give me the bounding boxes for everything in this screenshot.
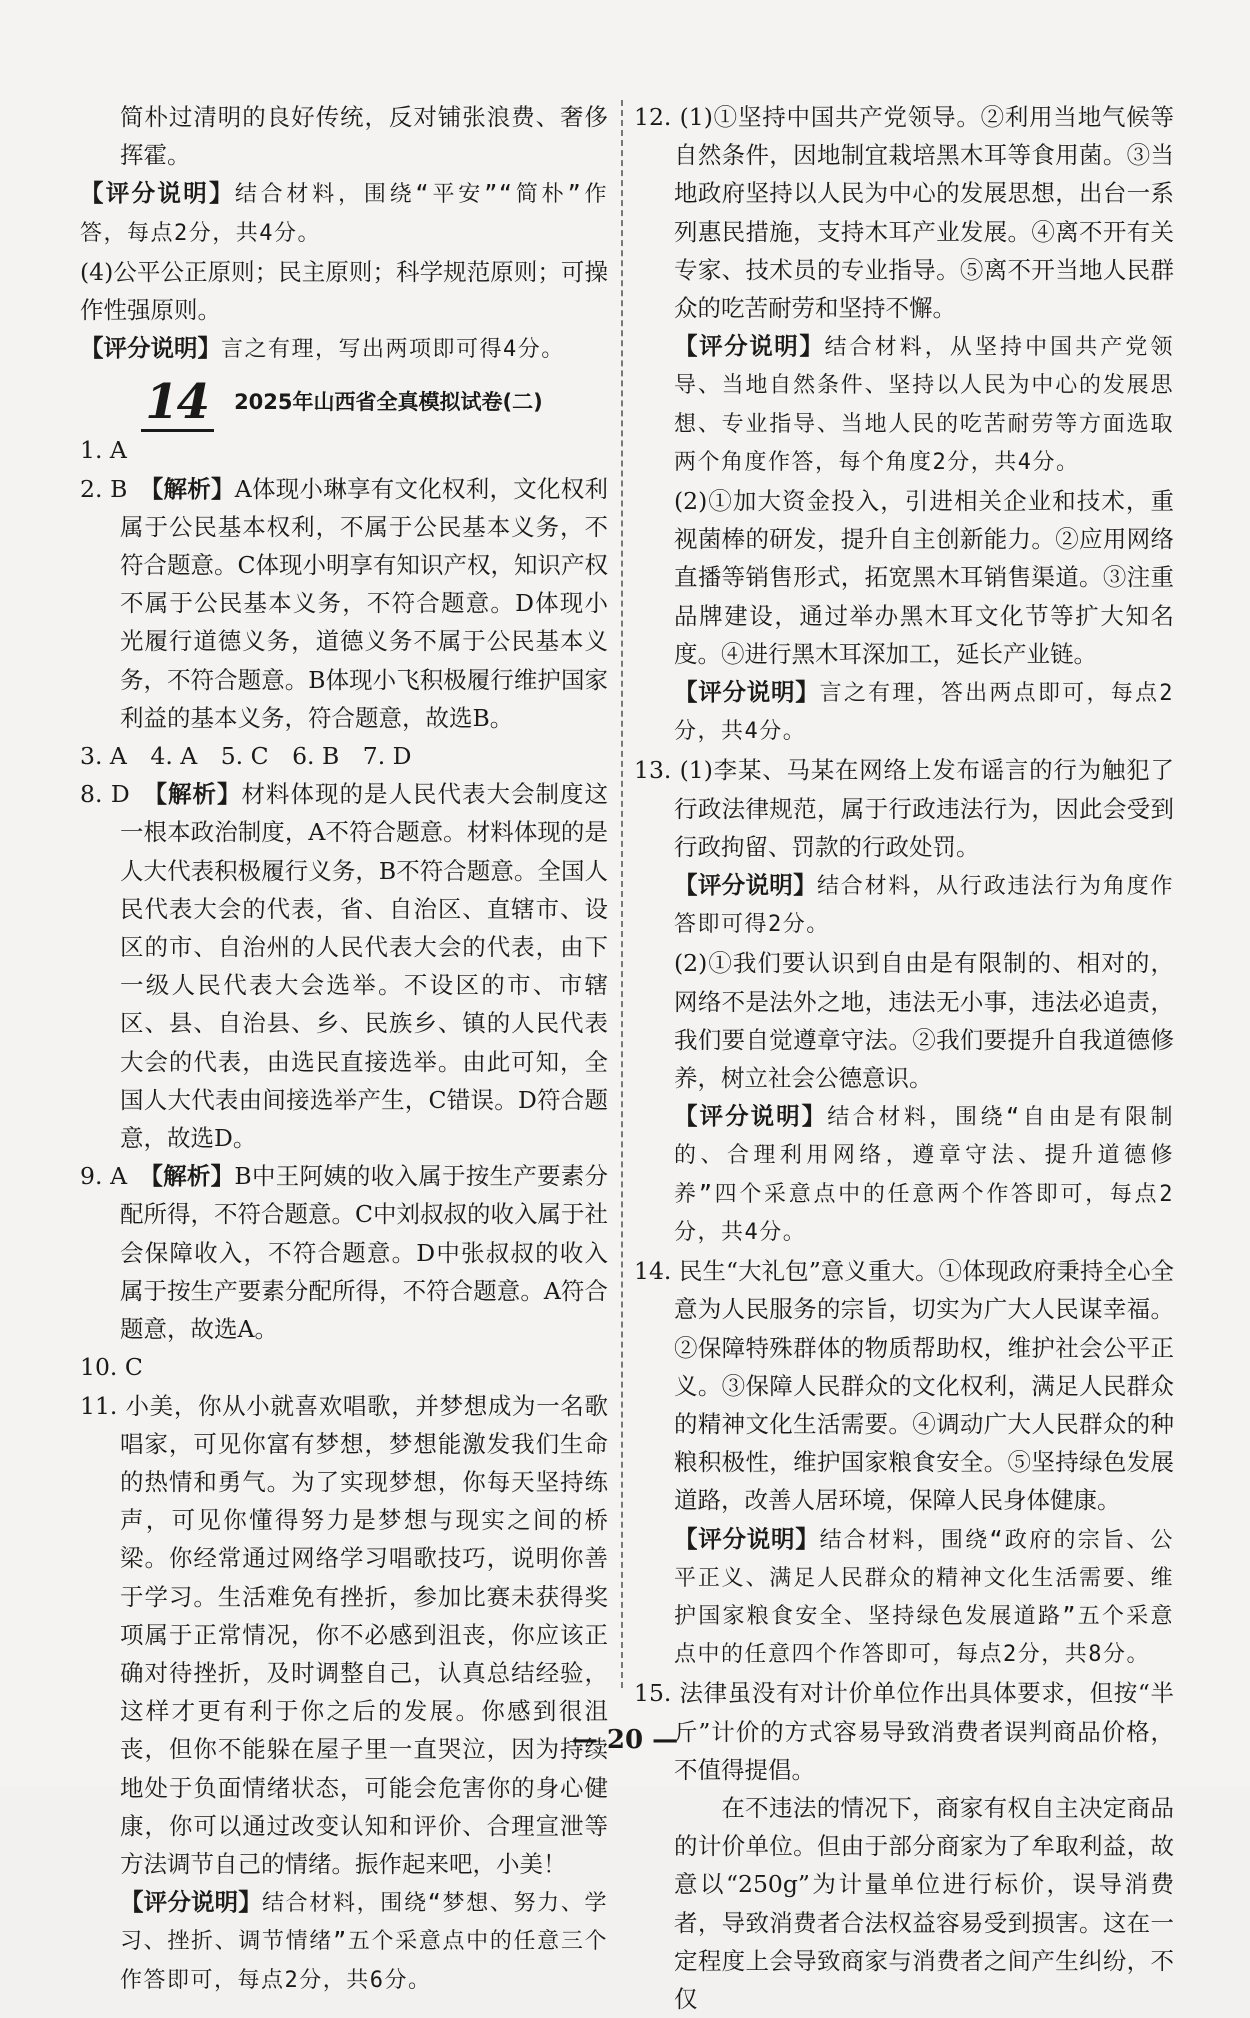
note-tag: 【评分说明】 (120, 1888, 262, 1917)
text-paragraph: 简朴过清明的良好传统，反对铺张浪费、奢侈挥霍。 (120, 103, 608, 170)
text-paragraph: (2)①加大资金投入，引进相关企业和技术，重视菌棒的研发，提升自主创新能力。②应用网络直播等销售形式，拓宽黑木耳销售渠道。③注重品牌建设，通过举办黑木耳文化节等扩大知名度。④进行黑木耳深加工，延长产业链。 (674, 487, 1174, 668)
scoring-note: 【评分说明】结合材料，围绕“梦想、努力、学习、挫折、调节情绪”五个采意点中的任意三个作答即可，每点2分，共6分。 (120, 1888, 609, 1993)
answer-item: 15. 法律虽没有对计价单位作出具体要求，但按“半斤”计价的方式容易导致消费者误判商品价格，不值得提倡。 (634, 1679, 1174, 1784)
note-tag: 【评分说明】 (674, 678, 820, 707)
answer-item: 2. B 【解析】A体现小琳享有文化权利，文化权利属于公民基本权利，不属于公民基本义务，不符合题意。C体现小明享有知识产权，知识产权不属于公民基本义务，不符合题意。D体现小光履行道德义务，道德义务不属于公民基本义务，不符合题意。B体现小飞积极履行维护国家利益的基本义务，符合题意，故选B。 (80, 474, 609, 732)
text-paragraph: (4)公平公正原则；民主原则；科学规范原则；可操作性强原则。 (80, 257, 608, 325)
text-paragraph: 在不违法的情况下，商家有权自主决定商品的计价单位。但由于部分商家为了牟取利益，故意以“250g”为计量单位进行标价，误导消费者，导致消费者合法权益容易受到损害。这在一定程度上会导致商家与消费者之间产生纠纷，不仅 (674, 1793, 1174, 2013)
exam-header (80, 373, 608, 431)
answer-item: 11. 小美，你从小就喜欢唱歌，并梦想成为一名歌唱家，可见你富有梦想，梦想能激发我们生命的热情和勇气。为了实现梦想，你每天坚持练声，可见你懂得努力是梦想与现实之间的桥梁。你经常通过网络学习唱歌技巧，说明你善于学习。生活难免有挫折，参加比赛未获得奖项属于正常情况，你不必感到沮丧，你应该正确对待挫折，及时调整自己，认真总结经验，这样才更有利于你之后的发展。你感到很沮丧，但你不能躲在屋子里一直哭泣，因为持续地处于负面情绪状态，可能会危害你的身心健康，你可以通过改变认知和评价、合理宣泄等方法调节自己的情绪。振作起来吧，小美！ (80, 1391, 609, 1878)
scoring-note: 【评分说明】结合材料，从行政违法行为角度作答即可得2分。 (674, 871, 1174, 938)
column-divider (621, 100, 623, 1688)
analysis-tag: 【解析】 (155, 780, 242, 809)
note-tag: 【评分说明】 (674, 1524, 820, 1553)
answer-item: 9. A 【解析】B中王阿姨的收入属于按生产要素分配所得，不符合题意。C中刘叔叔的收入属于社会保障收入，不符合题意。D中张叔叔的收入属于按生产要素分配所得，不符合题意。A符合题意，故选A。 (80, 1162, 609, 1344)
note-tag: 【评分说明】 (674, 332, 825, 361)
note-tag: 【评分说明】 (80, 179, 235, 208)
note-tag: 【评分说明】 (674, 1102, 828, 1131)
answer-item: 1. A (80, 436, 127, 465)
scoring-note: 【评分说明】结合材料，从坚持中国共产党领导、当地自然条件、坚持以人民为中心的发展思想、专业指导、当地人民的吃苦耐劳等方面选取两个角度作答，每个角度2分，共4分。 (674, 332, 1174, 475)
answer-item: 8. D 【解析】材料体现的是人民代表大会制度这一根本政治制度，A不符合题意。材料体现的是人大代表积极履行义务，B不符合题意。全国人民代表大会的代表，省、自治区、直辖市、设区的市、自治州的人民代表大会的代表，由下一级人民代表大会选举。不设区的市、市辖区、县、自治县、乡、民族乡、镇的人民代表大会的代表，由选民直接选举。由此可知，全国人大代表由间接选举产生，C错误。D符合题意，故选D。 (80, 780, 609, 1153)
scoring-note: 【评分说明】结合材料，围绕“政府的宗旨、公平正义、满足人民群众的精神文化生活需要、维护国家粮食安全、坚持绿色发展道路”五个采意点中的任意四个作答即可，每点2分，共8分。 (674, 1524, 1174, 1668)
answer-item: 13. (1)李某、马某在网络上发布谣言的行为触犯了行政法律规范，属于行政违法行为，因此会受到行政拘留、罚款的行政处罚。 (634, 756, 1175, 861)
left-column (80, 98, 608, 2000)
answer-item: 14. 民生“大礼包”意义重大。①体现政府秉持全心全意为人民服务的宗旨，切实为广大人民谋幸福。②保障特殊群体的物质帮助权，维护社会公平正义。③保障人民群众的文化权利，满足人民群众的精神文化生活需要。④调动广大人民群众的种粮积极性，维护国家粮食安全。⑤坚持绿色发展道路，改善人居环境，保障人民身体健康。 (634, 1257, 1175, 1515)
scoring-note: 【评分说明】结合材料，围绕“平安”“简朴”作答，每点2分，共4分。 (80, 179, 609, 246)
analysis-tag: 【解析】 (151, 1162, 235, 1191)
page-number: — 20 — (571, 1725, 679, 1755)
scoring-note: 【评分说明】言之有理，答出两点即可，每点2分，共4分。 (674, 678, 1174, 745)
answer-item: 10. C (80, 1353, 143, 1382)
analysis-tag: 【解析】 (151, 474, 235, 503)
exam-title: 2025年山西省全真模拟试卷(二) (234, 390, 543, 415)
scoring-note: 【评分说明】结合材料，围绕“自由是有限制的、合理利用网络，遵章守法、提升道德修养”四个采意点中的任意两个作答即可，每点2分，共4分。 (674, 1102, 1175, 1245)
exam-number: 14 (145, 374, 209, 431)
note-tag: 【评分说明】 (80, 334, 221, 363)
answer-item: 3. A 4. A 5. C 6. B 7. D (80, 742, 412, 771)
text-paragraph: (2)①我们要认识到自由是有限制的、相对的，网络不是法外之地，违法无小事，违法必追责，我们要自觉遵章守法。②我们要提升自我道德修养，树立社会公德意识。 (674, 949, 1174, 1093)
answer-item: 12. (1)①坚持中国共产党领导。②利用当地气候等自然条件，因地制宜栽培黑木耳等食用菌。③当地政府坚持以人民为中心的发展思想，出台一系列惠民措施，支持木耳产业发展。④离不开有关专家、技术员的专业指导。⑤离不开当地人民群众的吃苦耐劳和坚持不懈。 (634, 103, 1175, 323)
note-tag: 【评分说明】 (674, 871, 817, 900)
scoring-note: 【评分说明】言之有理，写出两项即可得4分。 (80, 334, 565, 363)
